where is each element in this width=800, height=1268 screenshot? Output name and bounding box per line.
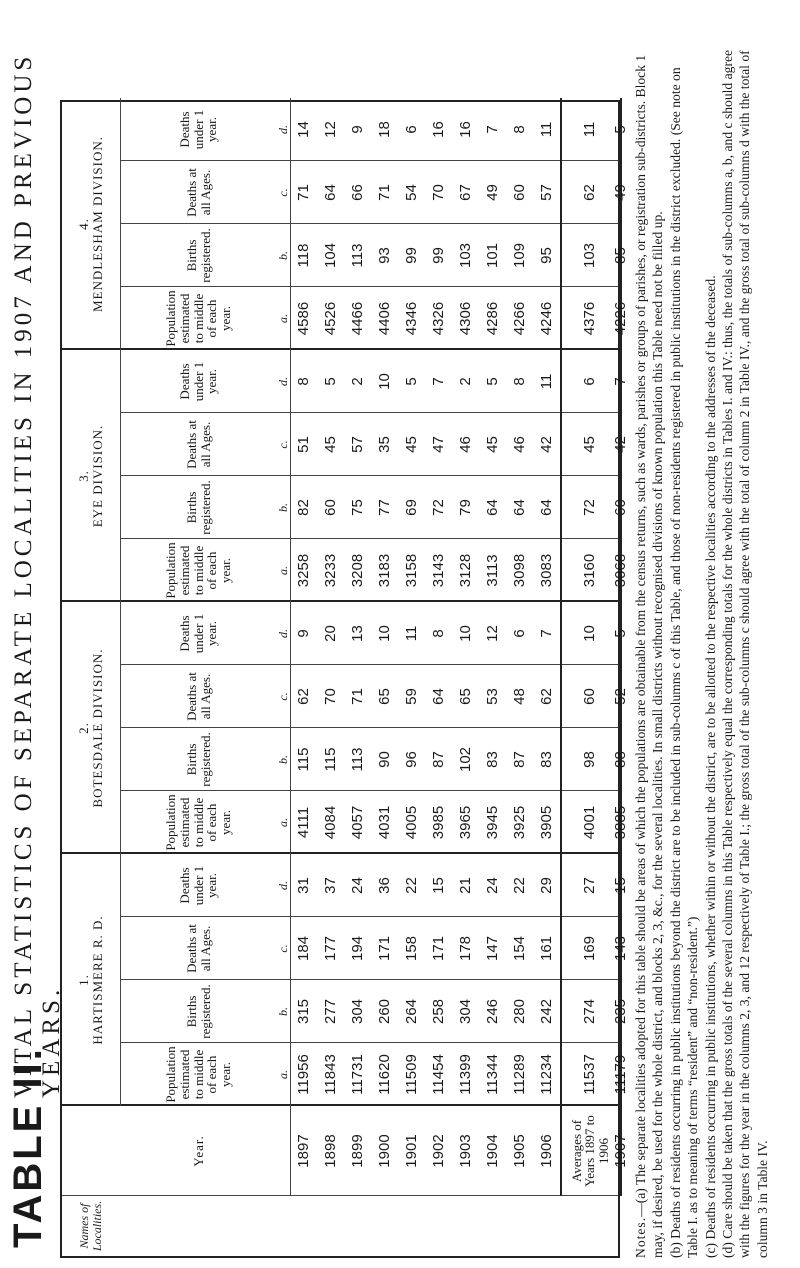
column-letter: b. [276,1007,291,1016]
final-year: 1907 [612,1134,630,1168]
table-cell: 2 [456,377,474,386]
table-cell: 18 [375,121,393,138]
table-cell: 4306 [456,301,474,336]
table-cell: 16 [456,121,474,138]
year-cell: 1897 [294,1134,312,1168]
table-cell: 158 [402,935,420,962]
table-cell: 4031 [375,805,393,840]
table-cell: 104 [321,242,339,269]
table-cell: 4246 [537,301,555,336]
table-cell: 31 [294,877,312,894]
table-cell: 3083 [537,553,555,588]
table-cell: 46 [456,436,474,453]
table-cell: 154 [510,935,528,962]
table-cell: 12 [483,625,501,642]
average-cell: 169 [581,935,599,962]
division-title [62,350,120,602]
table-cell: 3905 [537,805,555,840]
table-cell: 16 [429,121,447,138]
table-cell: 4286 [483,301,501,336]
column-header-births: Births registered. [183,732,213,787]
year-1907-cell: 88 [612,751,630,768]
table-cell: 11956 [294,1054,312,1095]
table-cell: 161 [537,935,555,962]
table-cell: 60 [510,184,528,201]
table-cell: 54 [402,184,420,201]
table-cell: 178 [456,935,474,962]
table-cell: 12 [321,121,339,138]
table-cell: 115 [294,747,312,772]
table-cell: 7 [483,125,501,134]
average-cell: 3160 [581,553,599,588]
division-name: BOTESDALE DIVISION. [90,648,105,808]
table-cell: 5 [321,377,339,386]
table-cell: 82 [294,499,312,516]
division-name: EYE DIVISION. [90,424,105,528]
table-cell: 11289 [510,1054,528,1095]
table-cell: 101 [483,242,501,269]
table-cell: 260 [375,998,393,1025]
year-1907-cell: 60 [612,499,630,516]
division-number: 2. [76,722,92,734]
table-cell: 9 [294,629,312,638]
table-cell: 45 [321,436,339,453]
column-header-births: Births registered. [183,228,213,283]
year-1907-cell: 15 [612,877,630,894]
table-cell: 5 [402,377,420,386]
table-cell: 65 [456,688,474,705]
table-cell: 49 [483,184,501,201]
column-letter: a. [276,566,291,575]
column-letter: a. [276,1070,291,1079]
table-cell: 64 [321,184,339,201]
table-cell: 11399 [456,1054,474,1095]
division-number: 3. [76,470,92,482]
year-cell: 1903 [456,1134,474,1168]
table-cell: 13 [348,625,366,642]
division-title [62,602,120,854]
table-cell: 71 [348,688,366,705]
table-cell: 75 [348,499,366,516]
table-cell: 280 [510,998,528,1025]
column-header-births: Births registered. [183,480,213,535]
table-cell: 5 [483,377,501,386]
table-cell: 3183 [375,553,393,588]
table-cell: 60 [321,499,339,516]
table-cell: 11509 [402,1054,420,1095]
year-cell: 1898 [321,1134,339,1168]
average-cell: 10 [581,625,599,642]
notes-label: Notes. [633,1216,648,1258]
table-cell: 96 [402,751,420,768]
table-cell: 10 [375,373,393,390]
average-cell: 11537 [581,1054,599,1095]
statistics-table [60,100,630,1258]
table-cell: 103 [456,242,474,269]
average-cell: 45 [581,436,599,453]
average-cell: 98 [581,751,599,768]
column-letter: c. [276,944,291,953]
table-cell: 83 [483,751,501,768]
column-letter: d. [276,377,291,386]
table-cell: 66 [348,184,366,201]
table-cell: 67 [456,184,474,201]
table-cell: 3985 [429,805,447,840]
table-cell: 11 [537,373,555,390]
table-cell: 47 [429,436,447,453]
table-cell: 4057 [348,805,366,840]
column-letter: a. [276,818,291,827]
table-cell: 42 [537,436,555,453]
table-cell: 113 [348,747,366,772]
table-cell: 4406 [375,301,393,336]
table-cell: 22 [510,877,528,894]
average-cell: 274 [581,998,599,1025]
average-cell: 4001 [581,805,599,840]
table-cell: 11454 [429,1054,447,1095]
note-a: Notes.—(a) The separate localities adopted for this table should be areas of which the populations are obtainable from the census returns, such as wards, parishes or groups of parishes, or registration sub-districts. Block 1 may, if desired, be used for the whole district, and blocks 2, 3, &c., for the several localities. In small districts without recognised divisions of known population this Table need not be filled up. [633,54,666,1258]
column-header-population: Population estimated to middle of each year. [163,290,233,347]
table-cell: 3158 [402,553,420,588]
column-letter: c. [276,692,291,701]
table-cell: 71 [294,184,312,201]
table-cell: 99 [402,247,420,264]
table-cell: 71 [375,184,393,201]
table-cell: 113 [348,243,366,268]
column-header-deaths_all: Deaths at all Ages. [183,924,213,973]
division-title [62,854,120,1106]
table-cell: 11843 [321,1054,339,1095]
average-cell: 72 [581,499,599,516]
division-number: 1. [76,974,92,986]
year-1907-cell: 52 [612,688,630,705]
table-cell: 3128 [456,553,474,588]
table-cell: 51 [294,436,312,453]
table-cell: 115 [321,747,339,772]
year-1907-cell: 85 [612,247,630,264]
column-header-deaths_all: Deaths at all Ages. [183,420,213,469]
table-cell: 57 [348,436,366,453]
year-1907-cell: 7 [612,377,630,386]
table-cell: 315 [294,998,312,1025]
column-letter: d. [276,125,291,134]
table-cell: 93 [375,247,393,264]
year-1907-cell: 143 [612,935,630,962]
table-cell: 35 [375,436,393,453]
average-cell: 103 [581,242,599,269]
table-cell: 8 [510,125,528,134]
table-cell: 69 [402,499,420,516]
table-cell: 4326 [429,301,447,336]
year-cell: 1899 [348,1134,366,1168]
table-cell: 46 [510,436,528,453]
table-cell: 90 [375,751,393,768]
table-cell: 8 [294,377,312,386]
year-cell: 1902 [429,1134,447,1168]
column-letter: a. [276,314,291,323]
table-cell: 7 [429,377,447,386]
table-cell: 48 [510,688,528,705]
year-1907-cell: 3885 [612,805,630,840]
table-cell: 10 [375,625,393,642]
note-a-text: (a) The separate localities adopted for this table should be areas of which the populations are obtainable from the census returns, such as wards, parishes or groups of parishes, or registration sub-districts. Block 1 may, if desired, be used for the whole district, and blocks 2, 3, &c., for the several localities. In small districts without recognised divisions of known population this Table need not be filled up. [633,54,666,1258]
table-cell: 4526 [321,301,339,336]
year-cell: 1906 [537,1134,555,1168]
year-cell: 1901 [402,1134,420,1168]
column-letter: b. [276,251,291,260]
column-letter: b. [276,755,291,764]
average-cell: 27 [581,877,599,894]
year-1907-cell: 235 [612,998,630,1025]
table-cell: 45 [483,436,501,453]
year-1907-cell: 5 [612,629,630,638]
average-cell: 11 [581,121,599,138]
table-cell: 6 [510,629,528,638]
grid-line [120,98,121,1106]
column-header-births: Births registered. [183,984,213,1039]
year-cell: 1904 [483,1134,501,1168]
column-letter: c. [276,440,291,449]
table-cell: 83 [537,751,555,768]
table-cell: 11344 [483,1054,501,1095]
table-cell: 3143 [429,553,447,588]
note-d: (d) Care should be taken that the gross totals of the several columns in this Table respectively equal the corresponding totals for the whole districts in Tables I. and IV.: thus, the totals of sub-columns a, b, and c should agree with the figures for the year in the columns 2, 3, and 12 respectively of Table I.; the gross total of the sub-columns c should agree with the total of column 2 in Table IV., and the gross total of sub-columns d with the total of column 3 in Table IV. [719,49,770,1258]
note-b: (b) Deaths of residents occurring in public institutions beyond the district are to be included in sub-columns c of this Table, and those of non-residents registered in public institutions in the district excluded. (See note on Table I. as to meaning of terms “resident” and “non-resident.”) [667,67,701,1258]
division-number: 4. [76,218,92,230]
table-cell: 7 [537,629,555,638]
table-cell: 8 [510,377,528,386]
table-cell: 29 [537,877,555,894]
column-header-deaths_under_1: Deaths under 1 year. [177,109,220,150]
table-cell: 177 [321,935,339,962]
table-cell: 6 [402,125,420,134]
table-cell: 264 [402,998,420,1025]
table-cell: 37 [321,877,339,894]
table-cell: 171 [375,935,393,962]
table-cell: 2 [348,377,366,386]
table-cell: 171 [429,935,447,962]
table-cell: 3965 [456,805,474,840]
year-1907-cell: 5 [612,125,630,134]
table-cell: 3258 [294,553,312,588]
table-cell: 3945 [483,805,501,840]
table-cell: 3208 [348,553,366,588]
table-cell: 10 [456,625,474,642]
table-cell: 11620 [375,1054,393,1095]
table-cell: 87 [429,751,447,768]
table-cell: 4586 [294,301,312,336]
table-cell: 304 [456,998,474,1025]
year-1907-cell: 42 [612,436,630,453]
table-cell: 11 [402,625,420,642]
column-header-deaths_all: Deaths at all Ages. [183,672,213,721]
table-cell: 246 [483,998,501,1025]
table-cell: 21 [456,877,474,894]
table-cell: 64 [510,499,528,516]
table-cell: 62 [537,688,555,705]
division-title-wrap [77,915,104,1044]
average-cell: 6 [581,377,599,386]
year-cell: 1900 [375,1134,393,1168]
table-cell: 242 [537,998,555,1025]
table-cell: 4346 [402,301,420,336]
table-cell: 3925 [510,805,528,840]
table-cell: 8 [429,629,447,638]
table-cell: 304 [348,998,366,1025]
table-cell: 24 [348,877,366,894]
table-label: TABLE II. [6,1046,50,1248]
division-title-wrap [77,136,104,312]
column-header-population: Population estimated to middle of each year. [163,542,233,599]
averages-label: Averages of Years 1897 to 1906 [568,1115,611,1187]
column-letter: d. [276,881,291,890]
average-cell: 62 [581,184,599,201]
table-cell: 57 [537,184,555,201]
table-cell: 70 [429,184,447,201]
table-cell: 11731 [348,1054,366,1095]
table-cell: 24 [483,877,501,894]
table-cell: 184 [294,935,312,962]
year-1907-cell: 11179 [612,1054,630,1095]
table-cell: 64 [429,688,447,705]
table-cell: 62 [294,688,312,705]
table-cell: 4111 [294,806,312,839]
division-name: HARTISMERE R. D. [90,915,105,1045]
division-title-wrap [77,648,104,807]
table-cell: 77 [375,499,393,516]
table-cell: 109 [510,242,528,269]
column-header-deaths_under_1: Deaths under 1 year. [177,865,220,906]
table-cell: 102 [456,746,474,773]
year-1907-cell: 3068 [612,553,630,588]
table-cell: 3233 [321,553,339,588]
table-cell: 64 [483,499,501,516]
table-cell: 118 [294,243,312,268]
table-cell: 11 [537,121,555,138]
table-cell: 65 [375,688,393,705]
table-cell: 20 [321,625,339,642]
column-header-population: Population estimated to middle of each year. [163,1046,233,1103]
table-cell: 99 [429,247,447,264]
table-cell: 53 [483,688,501,705]
table-cell: 70 [321,688,339,705]
table-cell: 9 [348,125,366,134]
table-cell: 277 [321,998,339,1025]
table-cell: 4466 [348,301,366,336]
average-cell: 4376 [581,301,599,336]
column-letter: c. [276,188,291,197]
table-cell: 194 [348,935,366,962]
table-cell: 258 [429,998,447,1025]
table-cell: 87 [510,751,528,768]
year-cell: 1905 [510,1134,528,1168]
division-title [62,98,120,350]
table-cell: 11234 [537,1054,555,1095]
table-cell: 4266 [510,301,528,336]
year-header: Year. [190,1135,206,1167]
table-cell: 59 [402,688,420,705]
names-of-localities-header: Names of Localities. [77,1200,104,1252]
column-header-deaths_under_1: Deaths under 1 year. [177,613,220,654]
table-cell: 147 [483,935,501,962]
table-cell: 79 [456,499,474,516]
average-cell: 60 [581,688,599,705]
year-1907-cell: 49 [612,184,630,201]
table-cell: 36 [375,877,393,894]
table-cell: 45 [402,436,420,453]
table-cell: 15 [429,877,447,894]
table-cell: 3098 [510,553,528,588]
table-cell: 4084 [321,805,339,840]
column-letter: d. [276,629,291,638]
table-cell: 22 [402,877,420,894]
table-cell: 95 [537,247,555,264]
page-title: VITAL STATISTICS OF SEPARATE LOCALITIES IN 1907 AND PREVIOUS YEARS. [10,52,65,1098]
year-1907-cell: 4226 [612,301,630,336]
division-name: MENDLESHAM DIVISION. [90,136,105,312]
table-cell: 64 [537,499,555,516]
column-header-population: Population estimated to middle of each year. [163,794,233,851]
column-header-deaths_all: Deaths at all Ages. [183,168,213,217]
table-cell: 72 [429,499,447,516]
division-title-wrap [77,425,104,528]
notes [632,38,771,1258]
note-c: (c) Deaths of residents occurring in public institutions, whether within or without the district, are to be allotted to the respective localities according to the addresses of the deceased. [702,275,718,1258]
table-cell: 3113 [483,554,501,587]
table-cell: 14 [294,121,312,138]
table-cell: 4005 [402,805,420,840]
column-letter: b. [276,503,291,512]
column-header-deaths_under_1: Deaths under 1 year. [177,361,220,402]
